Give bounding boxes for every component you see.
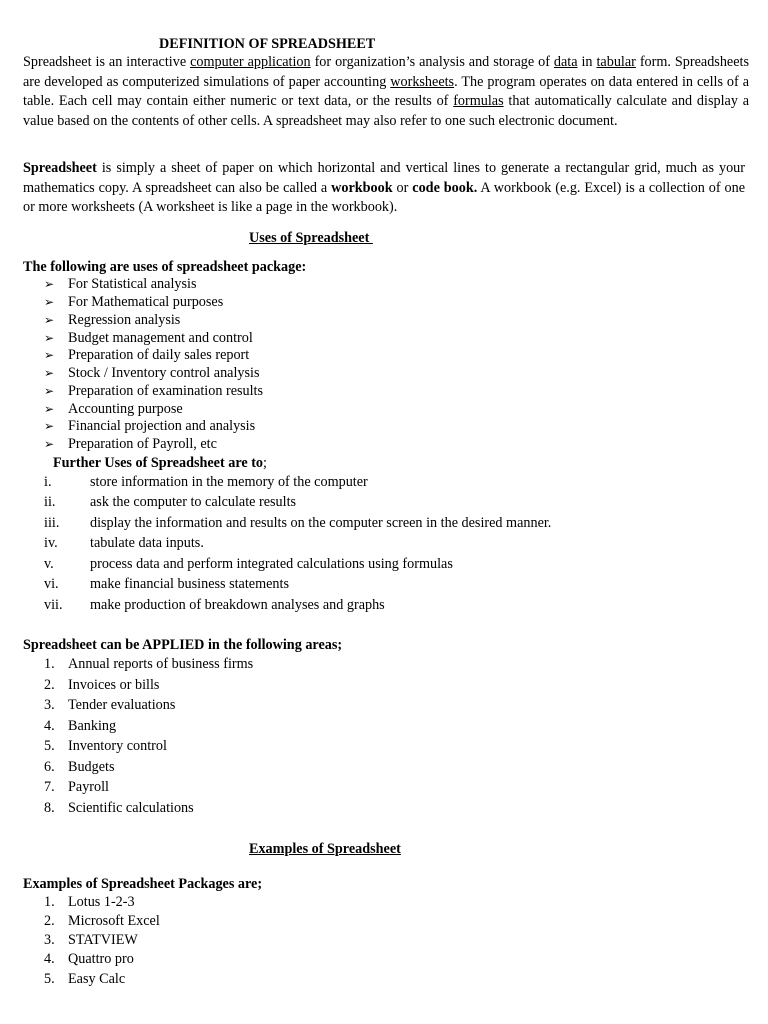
list-item-text: Quattro pro [68, 951, 134, 967]
arrow-bullet-icon: ➢ [44, 366, 55, 380]
list-number: ii. [44, 494, 56, 510]
list-item-text: Financial projection and analysis [68, 418, 256, 434]
list-item-text: STATVIEW [68, 932, 138, 948]
list-item [44, 493, 296, 512]
arrow-bullet-icon: ➢ [44, 295, 55, 309]
arrow-bullet-icon: ➢ [44, 313, 55, 327]
list-number: 4. [44, 718, 55, 734]
list-item-text: make financial business statements [90, 576, 289, 592]
text-run: for organization’s analysis and storage of [310, 54, 554, 70]
list-number: 3. [44, 697, 55, 713]
list-item-text: Stock / Inventory control analysis [68, 365, 260, 381]
list-item-text: make production of breakdown analyses and graphs [90, 597, 385, 613]
arrow-bullet-icon: ➢ [44, 437, 55, 451]
list-item-text: tabulate data inputs. [90, 535, 204, 551]
list-item-text: Budget management and control [68, 330, 253, 346]
spreadsheet-description-paragraph [23, 159, 745, 218]
list-number: v. [44, 556, 54, 572]
further-uses-title: Further Uses of Spreadsheet are to [53, 455, 264, 471]
bold-term: Spreadsheet [23, 160, 97, 176]
list-number: iii. [44, 515, 60, 531]
list-item-text: Annual reports of business firms [68, 656, 254, 672]
uses-heading: Uses of Spreadsheet [249, 230, 373, 246]
list-item [44, 575, 289, 594]
list-item-text: Inventory control [68, 738, 167, 754]
examples-intro: Examples of Spreadsheet Packages are; [23, 876, 263, 892]
list-number: 2. [44, 913, 55, 929]
link-formulas[interactable]: formulas [453, 93, 504, 110]
list-item [44, 931, 138, 950]
list-item [44, 778, 109, 797]
text-run: that automatically calculate and display a value based on the contents of other cells. A spreadsheet may also refer to one such electronic document. [23, 93, 749, 129]
list-item [44, 696, 175, 715]
list-item-text: Regression analysis [68, 312, 181, 328]
list-item-text: Scientific calculations [68, 800, 194, 816]
link-computer-application[interactable]: computer application [190, 54, 311, 70]
list-item [44, 311, 180, 330]
list-item [44, 717, 116, 736]
list-item [44, 514, 551, 533]
list-item-text: For Mathematical purposes [68, 294, 224, 310]
link-worksheets[interactable]: worksheets [390, 73, 455, 90]
bold-term: code book. [412, 179, 478, 196]
list-number: i. [44, 474, 52, 490]
list-item [44, 676, 159, 695]
list-number: 1. [44, 656, 55, 672]
list-item [44, 435, 217, 454]
list-number: iv. [44, 535, 58, 551]
list-item-text: Invoices or bills [68, 677, 160, 693]
list-item-text: Microsoft Excel [68, 913, 160, 929]
text-run: form. Spreadsheets are developed as computerized simulations of paper accounting [23, 54, 749, 90]
list-item [44, 737, 167, 756]
list-item-text: Preparation of daily sales report [68, 347, 250, 363]
list-item [44, 596, 385, 615]
list-item-text: store information in the memory of the computer [90, 474, 368, 490]
list-item [44, 893, 135, 912]
list-number: 4. [44, 951, 55, 967]
list-item-text: ask the computer to calculate results [90, 494, 297, 510]
list-item-text: process data and perform integrated calculations using formulas [90, 556, 453, 572]
list-number: 8. [44, 800, 55, 816]
list-item-text: Banking [68, 718, 117, 734]
list-item [44, 293, 223, 312]
bold-term: workbook [331, 179, 393, 196]
list-item-text: Budgets [68, 759, 115, 775]
arrow-bullet-icon: ➢ [44, 384, 55, 398]
list-item-text: Lotus 1-2-3 [68, 894, 135, 910]
list-number: vii. [44, 597, 63, 613]
text-run: is simply a sheet of paper on which horizontal and vertical lines to generate a rectangular grid, much as your mathematics copy. A spreadsheet can also be called a [23, 160, 745, 196]
list-item-text: Payroll [68, 779, 109, 795]
list-number: 2. [44, 677, 55, 693]
arrow-bullet-icon: ➢ [44, 419, 55, 433]
list-number: 7. [44, 779, 55, 795]
examples-heading: Examples of Spreadsheet [249, 841, 401, 857]
text-run: Spreadsheet is an interactive [23, 54, 191, 70]
further-uses-heading [53, 454, 267, 473]
list-item-text: Preparation of examination results [68, 383, 264, 399]
list-item [44, 970, 125, 989]
list-item [44, 473, 368, 492]
list-item [44, 534, 204, 553]
text-run: in [577, 54, 597, 70]
arrow-bullet-icon: ➢ [44, 277, 55, 291]
list-item [44, 950, 134, 969]
list-number: 5. [44, 738, 55, 754]
page-title: DEFINITION OF SPREADSHEET [159, 36, 376, 52]
list-item [44, 758, 115, 777]
list-item [44, 275, 196, 294]
list-item [44, 382, 263, 401]
link-tabular[interactable]: tabular [596, 54, 636, 70]
text-run: or [392, 179, 413, 196]
list-item-text: Accounting purpose [68, 401, 183, 417]
arrow-bullet-icon: ➢ [44, 402, 55, 416]
list-item [44, 417, 255, 436]
list-number: 5. [44, 971, 55, 987]
text-run: A workbook (e.g. Excel) is a collection of one or more worksheets (A worksheet is like a page in the workbook). [23, 179, 745, 216]
list-item-text: Tender evaluations [68, 697, 176, 713]
definition-paragraph [23, 53, 749, 131]
text-run: . The program operates on data entered in cells of a table. Each cell may contain either numeric or text data, or the results of [23, 73, 749, 110]
list-number: vi. [44, 576, 59, 592]
list-item [44, 555, 453, 574]
list-item-text: For Statistical analysis [68, 276, 197, 292]
list-item-text: Easy Calc [68, 971, 126, 987]
uses-intro: The following are uses of spreadsheet package: [23, 259, 307, 275]
link-data[interactable]: data [553, 54, 578, 70]
arrow-bullet-icon: ➢ [44, 348, 55, 362]
list-item [44, 364, 260, 383]
list-number: 1. [44, 894, 55, 910]
arrow-bullet-icon: ➢ [44, 331, 55, 345]
applied-areas-heading: Spreadsheet can be APPLIED in the following areas; [23, 637, 343, 653]
list-number: 6. [44, 759, 55, 775]
list-number: 3. [44, 932, 55, 948]
list-item [44, 655, 253, 674]
list-item [44, 912, 160, 931]
list-item-text: display the information and results on the computer screen in the desired manner. [90, 515, 552, 531]
list-item-text: Preparation of Payroll, etc [68, 436, 217, 452]
list-item [44, 346, 249, 365]
further-uses-suffix: ; [263, 455, 267, 471]
list-item [44, 799, 194, 818]
